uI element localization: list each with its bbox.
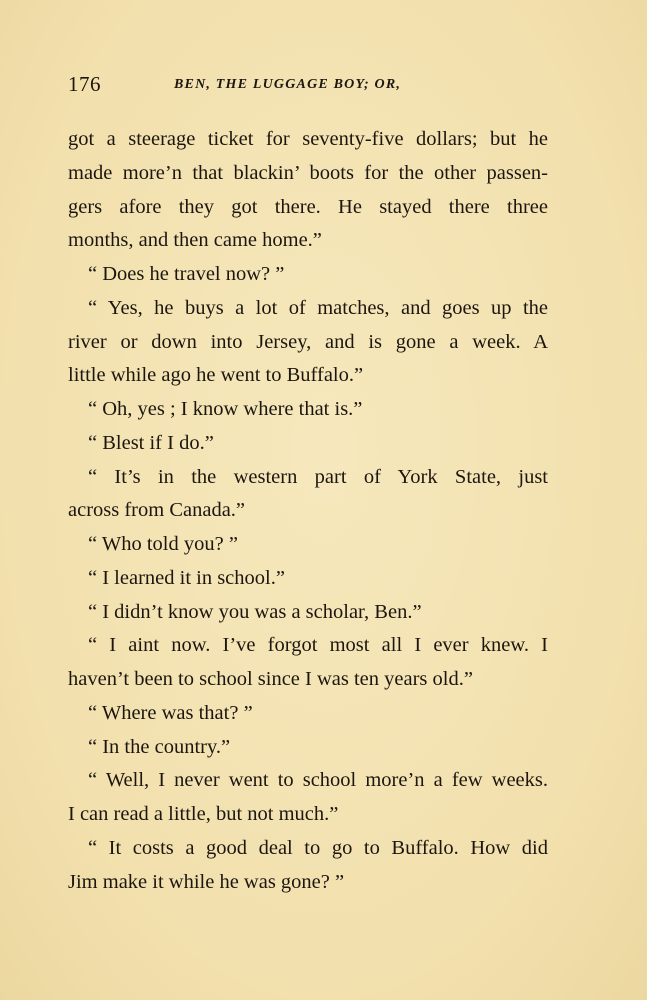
page-header bbox=[68, 72, 548, 102]
text-line: “ It’s in the western part of York State, just bbox=[88, 465, 548, 488]
text-line: “ In the country.” bbox=[88, 735, 231, 758]
text-line: “ Yes, he buys a lot of matches, and goes up the bbox=[88, 296, 548, 319]
text-line: “ Who told you? ” bbox=[88, 533, 238, 555]
text-line: “ Does he travel now? ” bbox=[88, 263, 285, 285]
page-number: 176 bbox=[68, 72, 101, 96]
text-line: “ I didn’t know you was a scholar, Ben.” bbox=[88, 600, 422, 623]
text-line: “ Blest if I do.” bbox=[88, 431, 214, 454]
text-line: “ Where was that? ” bbox=[88, 701, 253, 724]
text-line: across from Canada.” bbox=[68, 499, 246, 522]
text-line: “ Well, I never went to school more’n a few weeks. bbox=[88, 769, 548, 792]
text-line: haven’t been to school since I was ten years old.” bbox=[68, 668, 473, 690]
body-text bbox=[68, 123, 548, 899]
text-line: made more’n that blackin’ boots for the other passen- bbox=[68, 161, 548, 184]
text-line: “ I learned it in school.” bbox=[88, 566, 285, 589]
text-line: Jim make it while he was gone? ” bbox=[68, 870, 345, 893]
text-line: months, and then came home.” bbox=[68, 229, 322, 252]
text-line: little while ago he went to Buffalo.” bbox=[68, 364, 364, 387]
text-line: “ It costs a good deal to go to Buffalo. How did bbox=[88, 836, 548, 859]
running-head: BEN, THE LUGGAGE BOY; OR, bbox=[174, 77, 402, 92]
text-line: “ I aint now. I’ve forgot most all I ever knew. I bbox=[88, 634, 548, 657]
text-line: gers afore they got there. He stayed there three bbox=[68, 195, 548, 218]
text-line: got a steerage ticket for seventy-five dollars; but he bbox=[68, 128, 548, 150]
text-line: I can read a little, but not much.” bbox=[68, 803, 339, 825]
text-line: “ Oh, yes ; I know where that is.” bbox=[88, 398, 363, 420]
text-line: river or down into Jersey, and is gone a week. A bbox=[68, 330, 548, 353]
